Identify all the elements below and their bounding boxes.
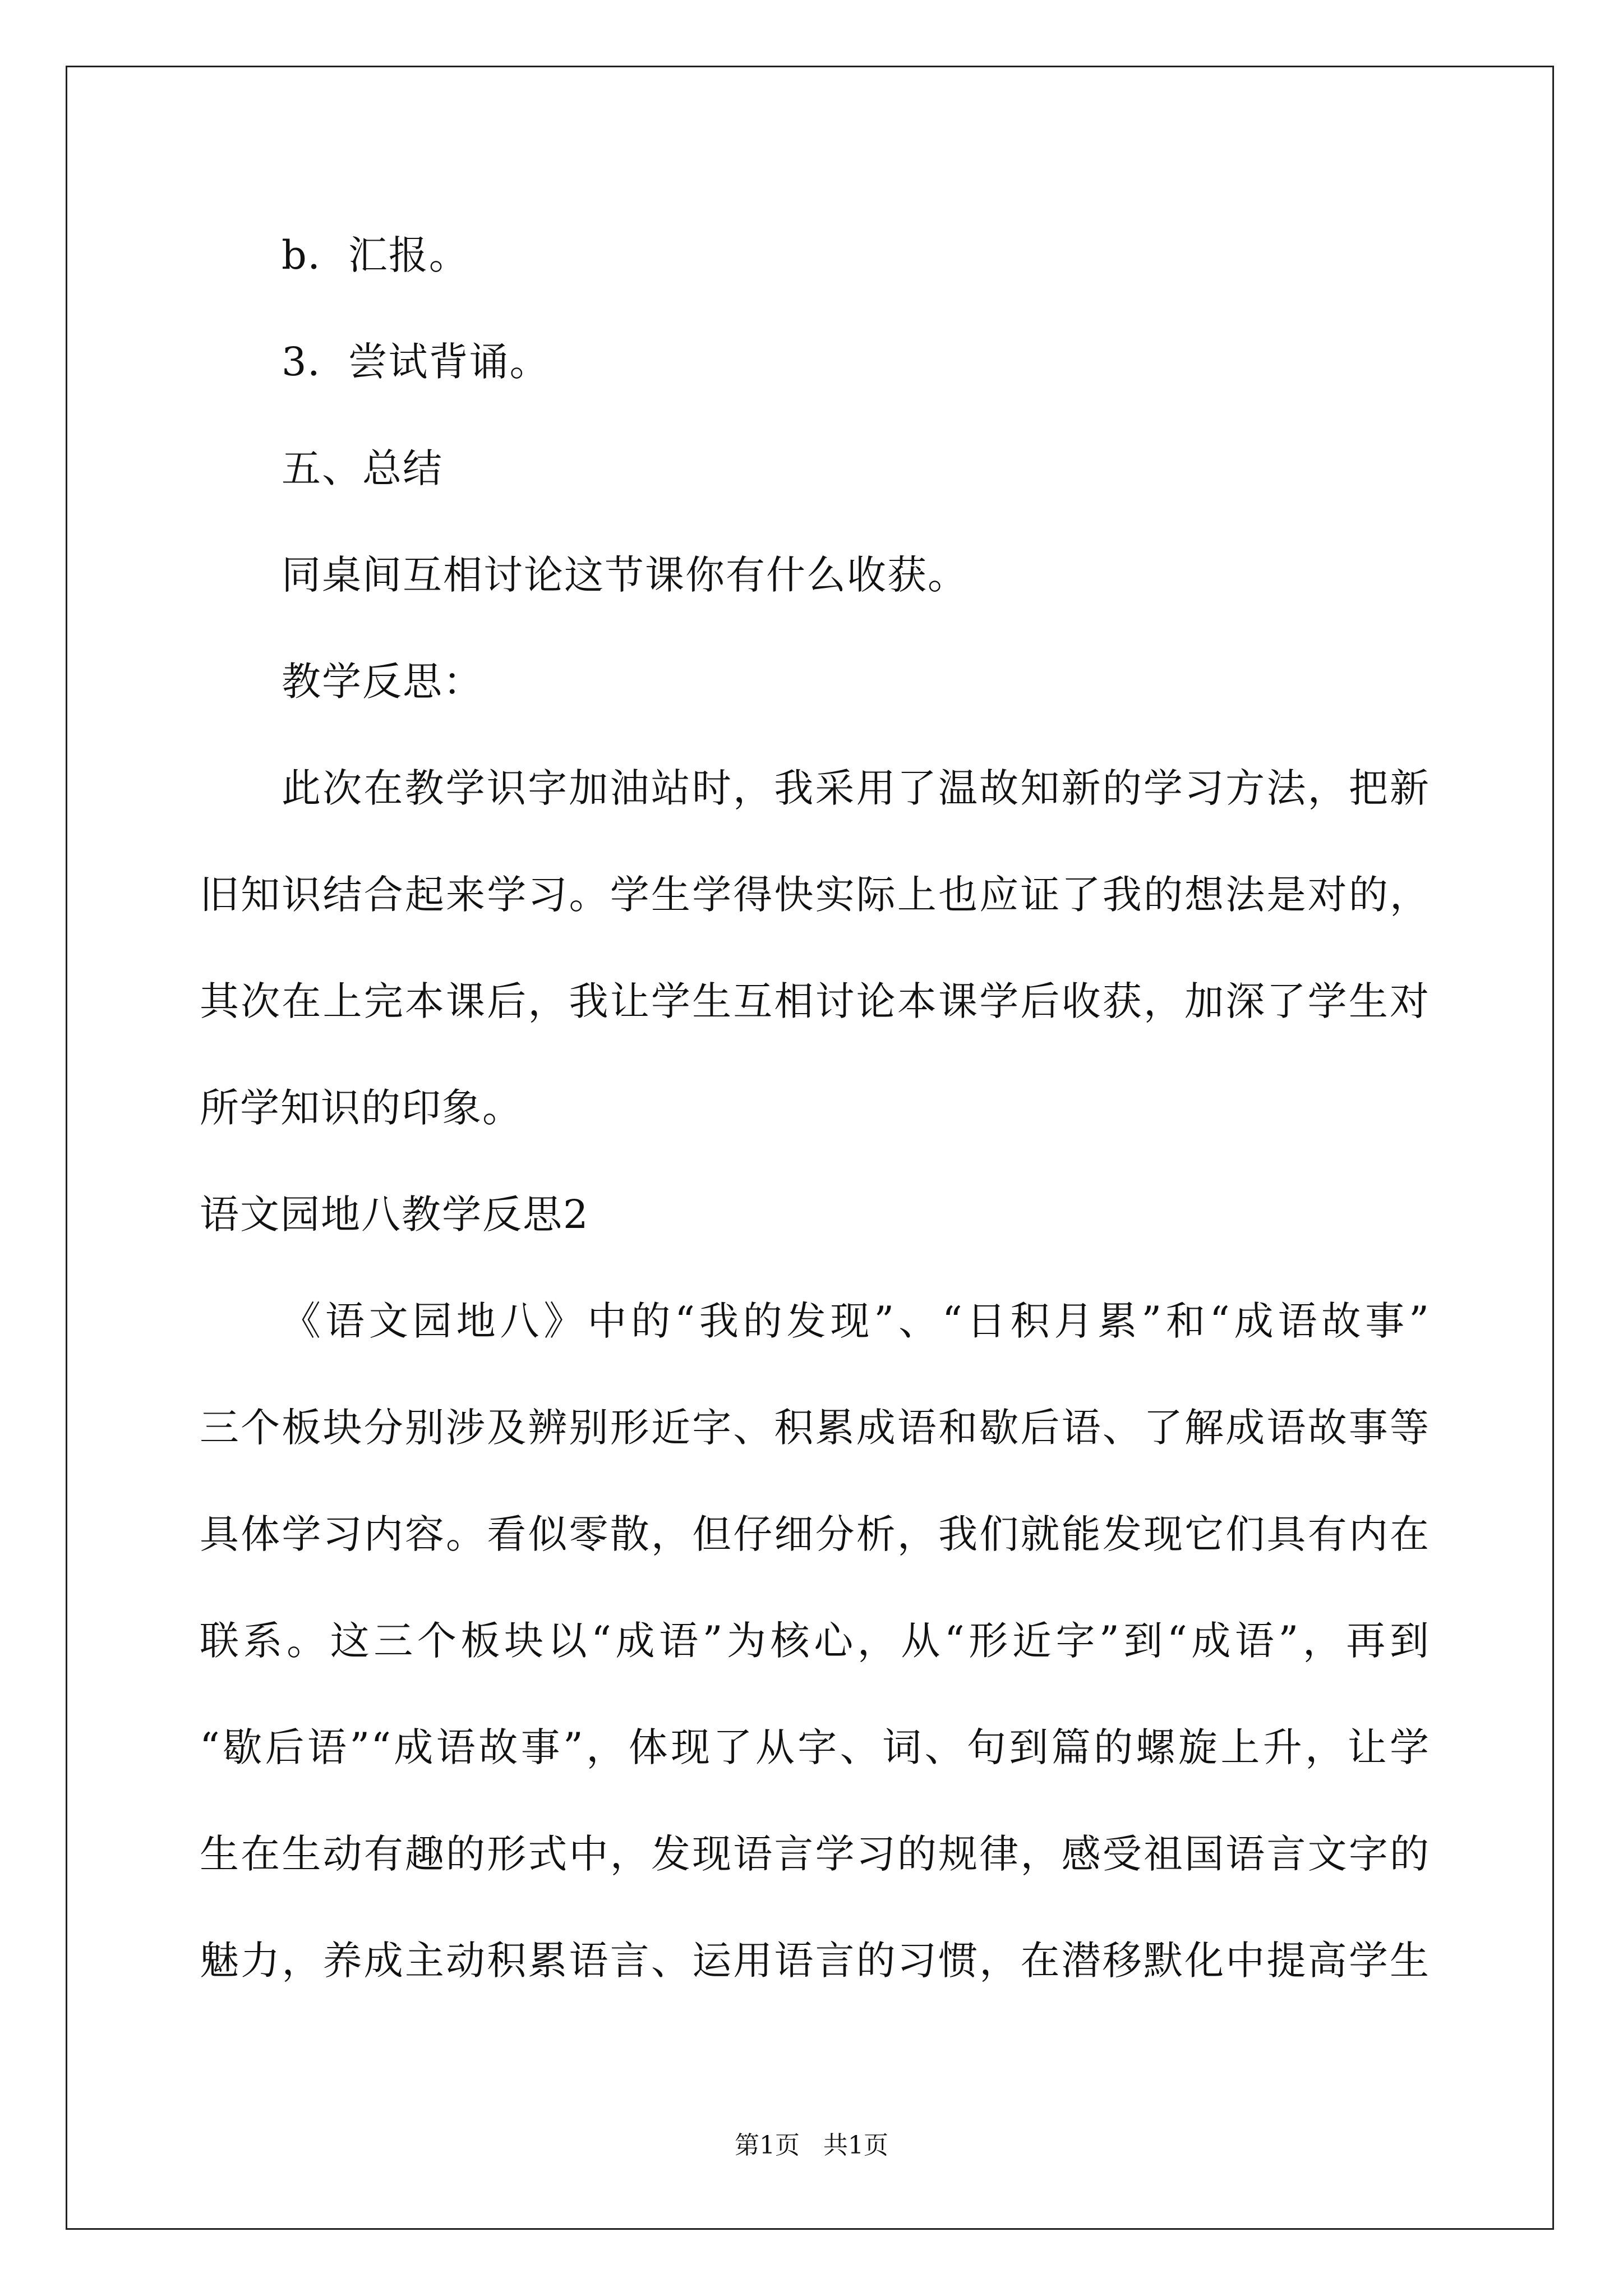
paragraph-line: 具体学习内容。看似零散，但仔细分析，我们就能发现它们具有内在 bbox=[200, 1511, 1430, 1557]
paragraph-line: 旧知识结合起来学习。学生学得快实际上也应证了我的想法是对的， bbox=[200, 872, 1430, 918]
section-heading: 教学反思： bbox=[282, 659, 483, 705]
page-number: 第1页 bbox=[735, 2131, 800, 2160]
paragraph-line: 《语文园地八》中的“我的发现”、“日积月累”和“成语故事” bbox=[282, 1298, 1430, 1344]
paragraph-line: 此次在教学识字加油站时，我采用了温故知新的学习方法，把新 bbox=[282, 765, 1430, 811]
paragraph-line: 魅力，养成主动积累语言、运用语言的习惯，在潜移默化中提高学生 bbox=[200, 1938, 1430, 1984]
paragraph-line: 联系。这三个板块以“成语”为核心，从“形近字”到“成语”，再到 bbox=[200, 1618, 1430, 1664]
article-title: 语文园地八教学反思2 bbox=[200, 1191, 589, 1237]
paragraph-line: 其次在上完本课后，我让学生互相讨论本课学后收获，加深了学生对 bbox=[200, 978, 1430, 1024]
text-line: 3．尝试背诵。 bbox=[282, 339, 550, 385]
paragraph-line: 三个板块分别涉及辨别形近字、积累成语和歇后语、了解成语故事等 bbox=[200, 1405, 1430, 1451]
paragraph-line: 所学知识的印象。 bbox=[200, 1085, 523, 1131]
section-heading: 五、总结 bbox=[282, 445, 443, 491]
text-line: b．汇报。 bbox=[282, 232, 469, 278]
text-line: 同桌间互相讨论这节课你有什么收获。 bbox=[282, 552, 968, 598]
document-body bbox=[200, 202, 1430, 2014]
page-total: 共1页 bbox=[823, 2131, 888, 2160]
page-footer bbox=[0, 2129, 1623, 2162]
paragraph-line: “歇后语”“成语故事”，体现了从字、词、句到篇的螺旋上升，让学 bbox=[200, 1724, 1430, 1770]
paragraph-line: 生在生动有趣的形式中，发现语言学习的规律，感受祖国语言文字的 bbox=[200, 1831, 1430, 1877]
